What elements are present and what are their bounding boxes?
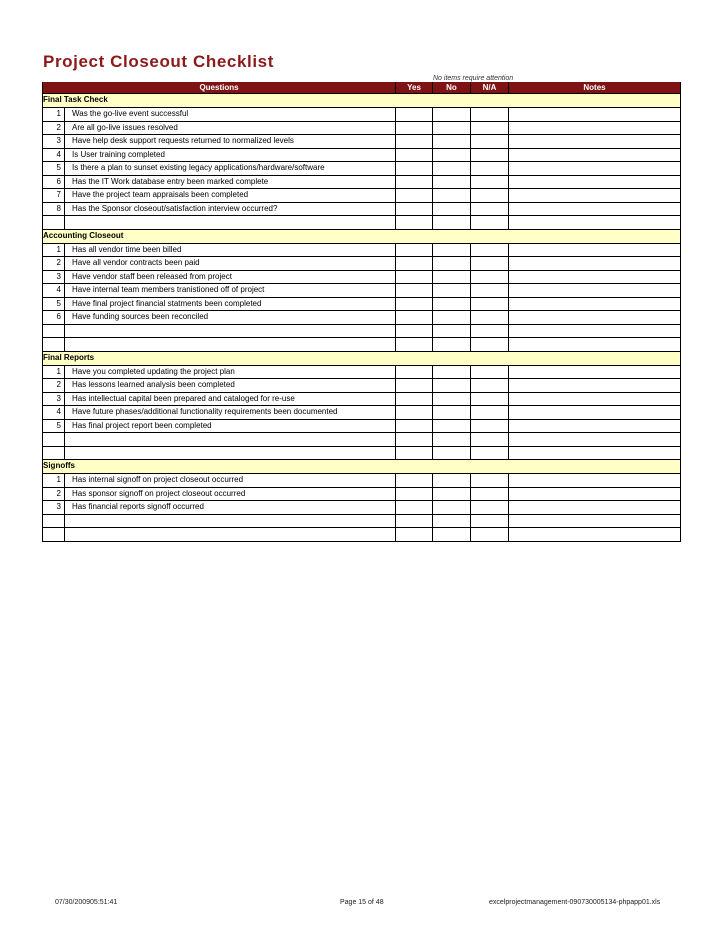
na-cell[interactable] [471, 433, 509, 447]
yes-cell[interactable] [396, 474, 433, 488]
na-cell[interactable] [471, 501, 509, 515]
question-cell [65, 446, 396, 460]
question-cell: Has lessons learned analysis been completed [65, 379, 396, 393]
blank-row [43, 216, 681, 230]
checklist-row [43, 189, 681, 203]
yes-cell[interactable] [396, 324, 433, 338]
no-cell[interactable] [433, 446, 471, 460]
notes-cell[interactable] [509, 148, 681, 162]
item-number: 5 [43, 297, 65, 311]
item-number: 3 [43, 501, 65, 515]
yes-cell[interactable] [396, 311, 433, 325]
section-header-row [43, 229, 681, 243]
no-cell[interactable] [433, 257, 471, 271]
na-cell[interactable] [471, 419, 509, 433]
item-number: 4 [43, 406, 65, 420]
item-number [43, 324, 65, 338]
no-cell[interactable] [433, 189, 471, 203]
question-cell: Are all go-live issues resolved [65, 121, 396, 135]
na-cell[interactable] [471, 297, 509, 311]
yes-cell[interactable] [396, 501, 433, 515]
checklist-row [43, 487, 681, 501]
notes-cell[interactable] [509, 216, 681, 230]
question-cell [65, 433, 396, 447]
no-cell[interactable] [433, 419, 471, 433]
notes-cell[interactable] [509, 474, 681, 488]
question-cell: Has sponsor signoff on project closeout occurred [65, 487, 396, 501]
yes-cell[interactable] [396, 284, 433, 298]
question-cell: Was the go-live event successful [65, 108, 396, 122]
yes-cell[interactable] [396, 297, 433, 311]
item-number: 3 [43, 270, 65, 284]
item-number: 4 [43, 148, 65, 162]
na-cell[interactable] [471, 108, 509, 122]
item-number: 3 [43, 135, 65, 149]
question-cell [65, 514, 396, 528]
na-cell[interactable] [471, 365, 509, 379]
na-cell[interactable] [471, 324, 509, 338]
no-cell[interactable] [433, 365, 471, 379]
section-title: Final Task Check [43, 95, 108, 104]
notes-cell[interactable] [509, 392, 681, 406]
notes-cell[interactable] [509, 270, 681, 284]
yes-cell[interactable] [396, 406, 433, 420]
notes-cell[interactable] [509, 528, 681, 542]
checklist-row [43, 501, 681, 515]
yes-cell[interactable] [396, 270, 433, 284]
section-title: Accounting Closeout [43, 230, 124, 240]
question-cell: Have you completed updating the project plan [65, 365, 396, 379]
notes-cell[interactable] [509, 311, 681, 325]
yes-cell[interactable] [396, 379, 433, 393]
notes-cell[interactable] [509, 175, 681, 189]
section-fill-cell [65, 460, 681, 474]
item-number: 5 [43, 419, 65, 433]
na-cell[interactable] [471, 135, 509, 149]
notes-cell[interactable] [509, 162, 681, 176]
item-number [43, 433, 65, 447]
item-number: 5 [43, 162, 65, 176]
checklist-body [43, 94, 681, 542]
question-cell: Have final project financial statments been completed [65, 297, 396, 311]
no-cell[interactable] [433, 338, 471, 352]
question-cell [65, 216, 396, 230]
no-cell[interactable] [433, 501, 471, 515]
checklist-row [43, 135, 681, 149]
item-number [43, 528, 65, 542]
notes-cell[interactable] [509, 406, 681, 420]
no-cell[interactable] [433, 135, 471, 149]
na-cell[interactable] [471, 446, 509, 460]
section-title: Final Reports [43, 352, 95, 362]
checklist-row [43, 474, 681, 488]
notes-cell[interactable] [509, 257, 681, 271]
item-number: 1 [43, 474, 65, 488]
checklist-row [43, 284, 681, 298]
checklist-row [43, 406, 681, 420]
item-number: 1 [43, 108, 65, 122]
question-cell: Has the Sponsor closeout/satisfaction interview occurred? [65, 202, 396, 216]
section-header-row [43, 351, 681, 365]
attention-note: No items require attention [433, 75, 514, 82]
item-number: 3 [43, 392, 65, 406]
section-header-row [43, 94, 681, 108]
question-cell: Have funding sources been reconciled [65, 311, 396, 325]
item-number: 1 [43, 365, 65, 379]
no-column-header: No [433, 82, 471, 94]
yes-cell[interactable] [396, 189, 433, 203]
notes-cell[interactable] [509, 189, 681, 203]
na-cell[interactable] [471, 202, 509, 216]
footer-page-number: Page 15 of 48 [340, 899, 384, 906]
no-cell[interactable] [433, 148, 471, 162]
no-cell[interactable] [433, 406, 471, 420]
item-number: 4 [43, 284, 65, 298]
notes-cell[interactable] [509, 202, 681, 216]
question-cell: Has internal signoff on project closeout occurred [65, 474, 396, 488]
yes-cell[interactable] [396, 528, 433, 542]
checklist-row [43, 311, 681, 325]
item-number: 7 [43, 189, 65, 203]
item-number [43, 446, 65, 460]
question-cell [65, 338, 396, 352]
no-cell[interactable] [433, 270, 471, 284]
na-cell[interactable] [471, 257, 509, 271]
checklist-row [43, 257, 681, 271]
na-cell[interactable] [471, 392, 509, 406]
no-cell[interactable] [433, 324, 471, 338]
blank-row [43, 446, 681, 460]
notes-cell[interactable] [509, 446, 681, 460]
na-cell[interactable] [471, 311, 509, 325]
yes-cell[interactable] [396, 162, 433, 176]
no-cell[interactable] [433, 474, 471, 488]
yes-cell[interactable] [396, 121, 433, 135]
blank-row [43, 338, 681, 352]
checklist-row [43, 162, 681, 176]
yes-cell[interactable] [396, 108, 433, 122]
notes-cell[interactable] [509, 487, 681, 501]
question-cell: Has financial reports signoff occurred [65, 501, 396, 515]
na-cell[interactable] [471, 162, 509, 176]
item-number: 1 [43, 243, 65, 257]
checklist-row [43, 243, 681, 257]
yes-cell[interactable] [396, 202, 433, 216]
na-column-header: N/A [471, 82, 509, 94]
no-cell[interactable] [433, 202, 471, 216]
item-number [43, 216, 65, 230]
no-cell[interactable] [433, 243, 471, 257]
yes-cell[interactable] [396, 338, 433, 352]
yes-cell[interactable] [396, 433, 433, 447]
na-cell[interactable] [471, 406, 509, 420]
na-cell[interactable] [471, 189, 509, 203]
na-cell[interactable] [471, 216, 509, 230]
checklist-row [43, 270, 681, 284]
section-title: Signoffs [43, 461, 75, 470]
item-number: 2 [43, 121, 65, 135]
footer-timestamp: 07/30/200905:51:41 [55, 899, 118, 906]
na-cell[interactable] [471, 474, 509, 488]
yes-cell[interactable] [396, 419, 433, 433]
blank-row [43, 324, 681, 338]
yes-cell[interactable] [396, 446, 433, 460]
page-title: Project Closeout Checklist [43, 52, 274, 71]
checklist-row [43, 175, 681, 189]
no-cell[interactable] [433, 297, 471, 311]
na-cell[interactable] [471, 284, 509, 298]
yes-cell[interactable] [396, 514, 433, 528]
item-number [43, 338, 65, 352]
no-cell[interactable] [433, 433, 471, 447]
na-cell[interactable] [471, 270, 509, 284]
question-cell: Has intellectual capital been prepared and cataloged for re-use [65, 392, 396, 406]
no-cell[interactable] [433, 514, 471, 528]
no-cell[interactable] [433, 216, 471, 230]
no-cell[interactable] [433, 392, 471, 406]
yes-cell[interactable] [396, 135, 433, 149]
yes-cell[interactable] [396, 148, 433, 162]
yes-cell[interactable] [396, 392, 433, 406]
item-number [43, 514, 65, 528]
yes-cell[interactable] [396, 175, 433, 189]
checklist-row [43, 392, 681, 406]
checklist-row [43, 108, 681, 122]
checklist-row [43, 365, 681, 379]
checklist-table [42, 82, 681, 542]
no-cell[interactable] [433, 284, 471, 298]
yes-cell[interactable] [396, 365, 433, 379]
question-cell: Have future phases/additional functionality requirements been documented [65, 406, 396, 420]
yes-cell[interactable] [396, 487, 433, 501]
notes-cell[interactable] [509, 379, 681, 393]
notes-cell[interactable] [509, 338, 681, 352]
notes-cell[interactable] [509, 501, 681, 515]
checklist-row [43, 121, 681, 135]
question-cell: Has the IT Work database entry been marked complete [65, 175, 396, 189]
question-cell: Have all vendor contracts been paid [65, 257, 396, 271]
item-number: 2 [43, 487, 65, 501]
notes-cell[interactable] [509, 514, 681, 528]
no-cell[interactable] [433, 121, 471, 135]
question-cell: Have the project team appraisals been completed [65, 189, 396, 203]
question-cell [65, 528, 396, 542]
notes-cell[interactable] [509, 324, 681, 338]
checklist-row [43, 297, 681, 311]
na-cell[interactable] [471, 379, 509, 393]
section-fill-cell [65, 229, 681, 243]
notes-cell[interactable] [509, 108, 681, 122]
notes-column-header: Notes [509, 82, 681, 94]
notes-cell[interactable] [509, 297, 681, 311]
notes-cell[interactable] [509, 419, 681, 433]
na-cell[interactable] [471, 487, 509, 501]
item-number: 2 [43, 379, 65, 393]
section-fill-cell [65, 351, 681, 365]
item-number: 6 [43, 311, 65, 325]
yes-cell[interactable] [396, 257, 433, 271]
question-cell: Have help desk support requests returned to normalized levels [65, 135, 396, 149]
checklist-row [43, 148, 681, 162]
notes-cell[interactable] [509, 433, 681, 447]
section-title-cell [43, 94, 108, 108]
item-number: 2 [43, 257, 65, 271]
question-cell: Is there a plan to sunset existing legacy applications/hardware/software [65, 162, 396, 176]
checklist-row [43, 419, 681, 433]
blank-row [43, 433, 681, 447]
no-cell[interactable] [433, 175, 471, 189]
notes-cell[interactable] [509, 365, 681, 379]
section-title-cell [43, 229, 124, 243]
question-cell [65, 324, 396, 338]
na-cell[interactable] [471, 175, 509, 189]
yes-column-header: Yes [396, 82, 433, 94]
section-title-cell [43, 351, 95, 365]
notes-cell[interactable] [509, 284, 681, 298]
no-cell[interactable] [433, 108, 471, 122]
no-cell[interactable] [433, 379, 471, 393]
question-cell: Have vendor staff been released from project [65, 270, 396, 284]
notes-cell[interactable] [509, 243, 681, 257]
section-header-row [43, 460, 681, 474]
notes-cell[interactable] [509, 121, 681, 135]
question-cell: Has final project report been completed [65, 419, 396, 433]
checklist-row [43, 202, 681, 216]
na-cell[interactable] [471, 148, 509, 162]
item-number: 6 [43, 175, 65, 189]
no-cell[interactable] [433, 528, 471, 542]
section-title-cell [43, 460, 75, 474]
section-fill-cell [65, 94, 681, 108]
yes-cell[interactable] [396, 243, 433, 257]
item-number: 8 [43, 202, 65, 216]
checklist-row [43, 379, 681, 393]
question-cell: Have internal team members tranistioned off of project [65, 284, 396, 298]
blank-row [43, 528, 681, 542]
na-cell[interactable] [471, 243, 509, 257]
notes-cell[interactable] [509, 135, 681, 149]
yes-cell[interactable] [396, 216, 433, 230]
header-row [43, 82, 681, 94]
blank-row [43, 514, 681, 528]
no-cell[interactable] [433, 311, 471, 325]
question-cell: Is User training completed [65, 148, 396, 162]
no-cell[interactable] [433, 487, 471, 501]
question-cell: Has all vendor time been billed [65, 243, 396, 257]
na-cell[interactable] [471, 338, 509, 352]
na-cell[interactable] [471, 514, 509, 528]
na-cell[interactable] [471, 528, 509, 542]
na-cell[interactable] [471, 121, 509, 135]
questions-column-header: Questions [43, 82, 396, 94]
footer-filename: excelprojectmanagement-090730005134-phpapp01.xls [489, 899, 661, 906]
no-cell[interactable] [433, 162, 471, 176]
